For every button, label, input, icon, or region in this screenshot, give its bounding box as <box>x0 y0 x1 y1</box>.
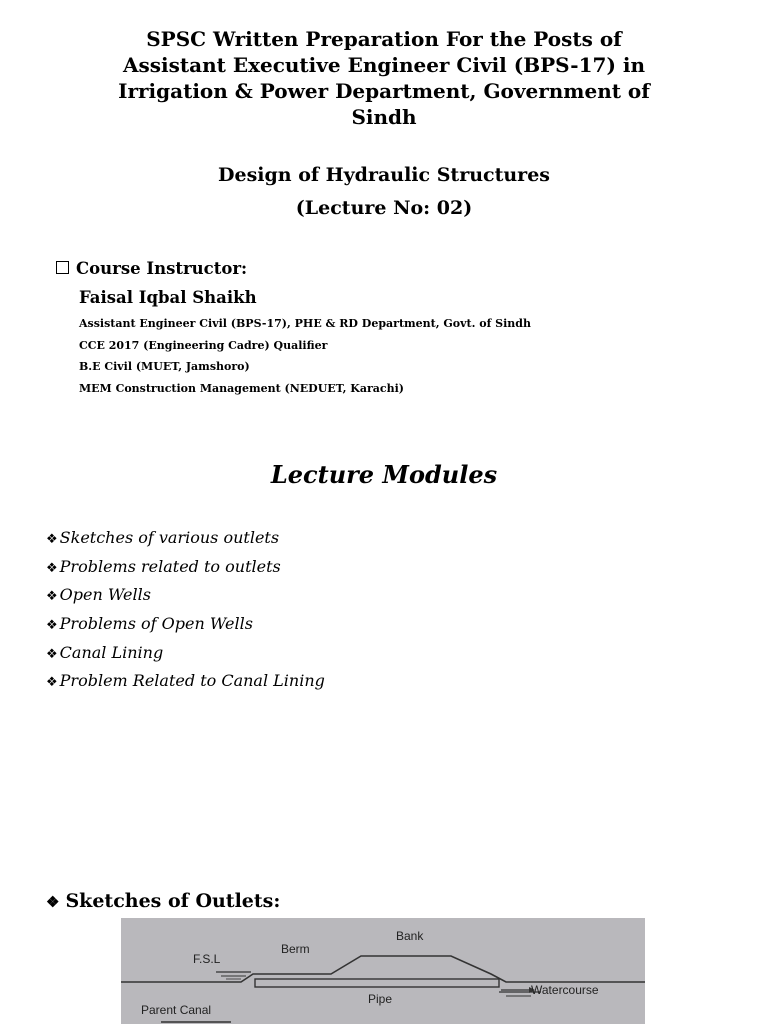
list-item <box>46 524 325 553</box>
lecture-number: (Lecture No: 02) <box>295 197 473 219</box>
label-fsl: F.S.L <box>193 952 221 966</box>
instructor-name: Faisal Iqbal Shaikh <box>79 288 257 307</box>
outlet-sketch-drawing <box>121 918 645 1024</box>
credential-line: B.E Civil (MUET, Jamshoro) <box>79 360 250 373</box>
label-watercourse: Watercourse <box>531 983 599 997</box>
list-item <box>46 581 325 610</box>
diamond-bullet-icon: ❖ <box>46 560 58 576</box>
module-list <box>46 524 325 696</box>
label-pipe: Pipe <box>368 992 393 1006</box>
module-label: Canal Lining <box>59 642 164 662</box>
module-label: Sketches of various outlets <box>59 528 280 547</box>
modules-heading: Lecture Modules <box>270 460 498 489</box>
diamond-bullet-icon: ❖ <box>46 675 58 691</box>
module-label: Open Wells <box>59 585 151 605</box>
list-item <box>46 553 325 582</box>
sketches-heading-label: Sketches of Outlets: <box>65 890 281 912</box>
instructor-label: Course Instructor: <box>76 259 248 278</box>
checkbox-icon <box>56 261 69 274</box>
diamond-bullet-icon: ❖ <box>46 589 58 605</box>
module-label: Problems related to outlets <box>59 556 281 576</box>
diamond-bullet-icon: ❖ <box>46 893 60 911</box>
credential-line: Assistant Engineer Civil (BPS-17), PHE & RD Department, Govt. of Sindh <box>79 317 531 330</box>
list-item <box>46 667 325 696</box>
course-title: Design of Hydraulic Structures <box>218 164 550 186</box>
list-item <box>46 639 325 668</box>
credential-line: MEM Construction Management (NEDUET, Karachi) <box>79 382 404 395</box>
pipe-shape <box>255 979 499 987</box>
outlet-sketch <box>121 918 645 1024</box>
module-label: Problems of Open Wells <box>59 614 253 634</box>
page-title: SPSC Written Preparation For the Posts of Assistant Executive Engineer Civil (BPS-17) in Irrigation & Power Department, Government of Sindh <box>118 27 650 129</box>
label-berm: Berm <box>281 942 310 956</box>
diamond-bullet-icon: ❖ <box>46 618 58 634</box>
label-bank: Bank <box>396 929 424 943</box>
diamond-bullet-icon: ❖ <box>46 532 58 547</box>
instructor-heading <box>56 259 247 278</box>
label-parent-canal: Parent Canal <box>141 1003 212 1017</box>
diamond-bullet-icon: ❖ <box>46 646 58 662</box>
module-label: Problem Related to Canal Lining <box>59 671 325 691</box>
sketches-heading <box>46 890 280 912</box>
credential-line: CCE 2017 (Engineering Cadre) Qualifier <box>79 339 328 352</box>
list-item <box>46 610 325 639</box>
